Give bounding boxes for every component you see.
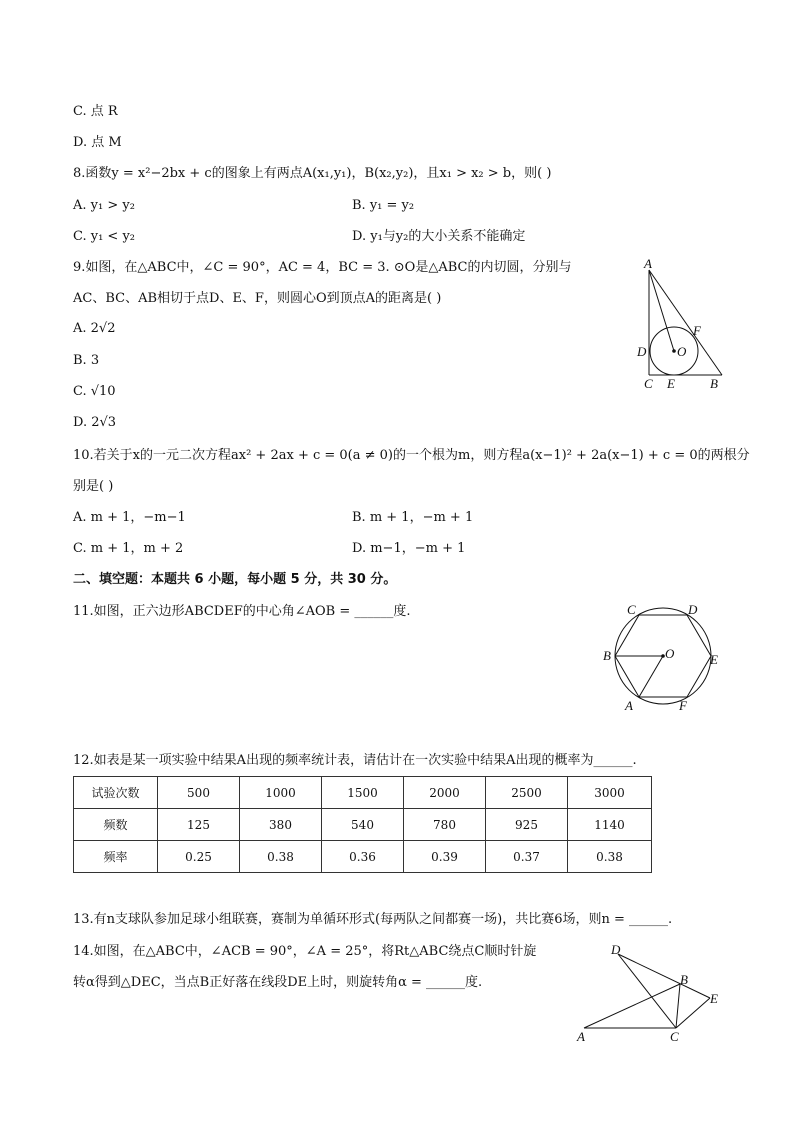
table-cell: 125 — [158, 809, 240, 841]
label-c: C — [627, 602, 636, 617]
label-e: E — [710, 652, 718, 667]
text-line-sec2: 二、填空题：本题共 6 小题，每小题 5 分，共 30 分。 — [73, 572, 397, 587]
table-cell: 1140 — [568, 809, 652, 841]
label-b: B — [680, 972, 688, 987]
option-q8d: D. y₁与y₂的大小关系不能确定 — [352, 229, 526, 244]
table-cell: 2500 — [486, 777, 568, 809]
side-ab — [584, 984, 680, 1028]
table-row — [74, 777, 652, 809]
figure-q9-incircle — [630, 258, 730, 393]
text-line-q9b: AC、BC、AB相切于点D、E、F，则圆心O到顶点A的距离是( ) — [73, 291, 442, 306]
table-cell: 1000 — [240, 777, 322, 809]
table-row — [74, 841, 652, 873]
text-line-q9c: C. √10 — [73, 384, 116, 399]
text-line-q8a: A. y₁ > y₂ — [73, 198, 135, 213]
text-line-q10b: 别是( ) — [73, 479, 114, 494]
table-cell: 0.25 — [158, 841, 240, 873]
label-e: E — [710, 991, 718, 1006]
center-dot — [672, 349, 676, 353]
label-e: E — [667, 376, 675, 391]
label-d: D — [611, 942, 621, 957]
label-a: A — [644, 258, 652, 271]
row-header-cell: 频数 — [74, 809, 158, 841]
text-line-q9bb: B. 3 — [73, 353, 100, 368]
text-line-q13: 13.有n支球队参加足球小组联赛，赛制为单循环形式(每两队之间都赛一场)，共比赛6场，则n = ______. — [73, 912, 673, 927]
table-cell: 2000 — [404, 777, 486, 809]
text-line-q8: 8.函数y = x²−2bx + c的图象上有两点A(x₁,y₁)，B(x₂,y₂)，且x₁ > x₂ > b，则( ) — [73, 166, 552, 181]
option-q10d: D. m−1，−m + 1 — [352, 541, 466, 556]
text-line-q10: 10.若关于x的一元二次方程ax² + 2ax + c = 0(a ≠ 0)的一个根为m，则方程a(x−1)² + 2a(x−1) + c = 0的两根分 — [73, 448, 750, 463]
text-line-q11: 11.如图，正六边形ABCDEF的中心角∠AOB = ______度. — [73, 604, 411, 619]
label-c: C — [670, 1029, 679, 1044]
label-a: A — [625, 698, 633, 713]
table-cell: 780 — [404, 809, 486, 841]
table-cell: 540 — [322, 809, 404, 841]
label-b: B — [710, 376, 718, 391]
text-line-q10a: A. m + 1，−m−1 — [73, 510, 186, 525]
table-cell: 500 — [158, 777, 240, 809]
side-ec — [676, 998, 710, 1028]
table-cell: 0.39 — [404, 841, 486, 873]
text-line-q10c: C. m + 1，m + 2 — [73, 541, 184, 556]
text-line-q9d: D. 2√3 — [73, 415, 117, 430]
label-a: A — [577, 1029, 585, 1044]
figure-q14-rotation — [574, 940, 734, 1050]
figure-q11-hexagon — [598, 600, 728, 718]
label-d: D — [688, 602, 698, 617]
table-cell: 0.37 — [486, 841, 568, 873]
side-dc — [618, 954, 676, 1028]
label-o: O — [665, 646, 675, 661]
label-f: F — [693, 323, 701, 338]
segment-ao — [639, 656, 663, 697]
table-cell: 0.38 — [568, 841, 652, 873]
row-header-cell: 试验次数 — [74, 777, 158, 809]
text-line-l2: D. 点 M — [73, 135, 122, 150]
text-line-q9a: A. 2√2 — [73, 321, 116, 336]
label-f: F — [679, 698, 687, 713]
text-line-q9: 9.如图，在△ABC中，∠C = 90°，AC = 4，BC = 3. ⊙O是△ABC的内切圆，分别与 — [73, 260, 572, 275]
text-line-q12: 12.如表是某一项实验中结果A出现的频率统计表，请估计在一次实验中结果A出现的概率为______. — [73, 753, 637, 768]
label-d: D — [637, 344, 647, 359]
text-line-l1: C. 点 R — [73, 104, 118, 119]
table-cell: 1500 — [322, 777, 404, 809]
table-row — [74, 809, 652, 841]
row-header-cell: 频率 — [74, 841, 158, 873]
label-b: B — [603, 648, 611, 663]
table-cell: 925 — [486, 809, 568, 841]
text-line-q8c: C. y₁ < y₂ — [73, 229, 136, 244]
side-bc — [676, 984, 680, 1028]
frequency-table — [73, 776, 652, 873]
table-cell: 0.38 — [240, 841, 322, 873]
text-line-q14b: 转α得到△DEC，当点B正好落在线段DE上时，则旋转角α = ______度. — [73, 975, 483, 990]
table-cell: 3000 — [568, 777, 652, 809]
option-q10bb: B. m + 1，−m + 1 — [352, 510, 474, 525]
label-c: C — [644, 376, 653, 391]
label-o: O — [677, 344, 687, 359]
table-cell: 0.36 — [322, 841, 404, 873]
side-ab — [649, 270, 722, 375]
text-line-q14: 14.如图，在△ABC中，∠ACB = 90°，∠A = 25°，将Rt△ABC绕点C顺时针旋 — [73, 944, 537, 959]
table-cell: 380 — [240, 809, 322, 841]
option-q8b: B. y₁ = y₂ — [352, 198, 415, 213]
